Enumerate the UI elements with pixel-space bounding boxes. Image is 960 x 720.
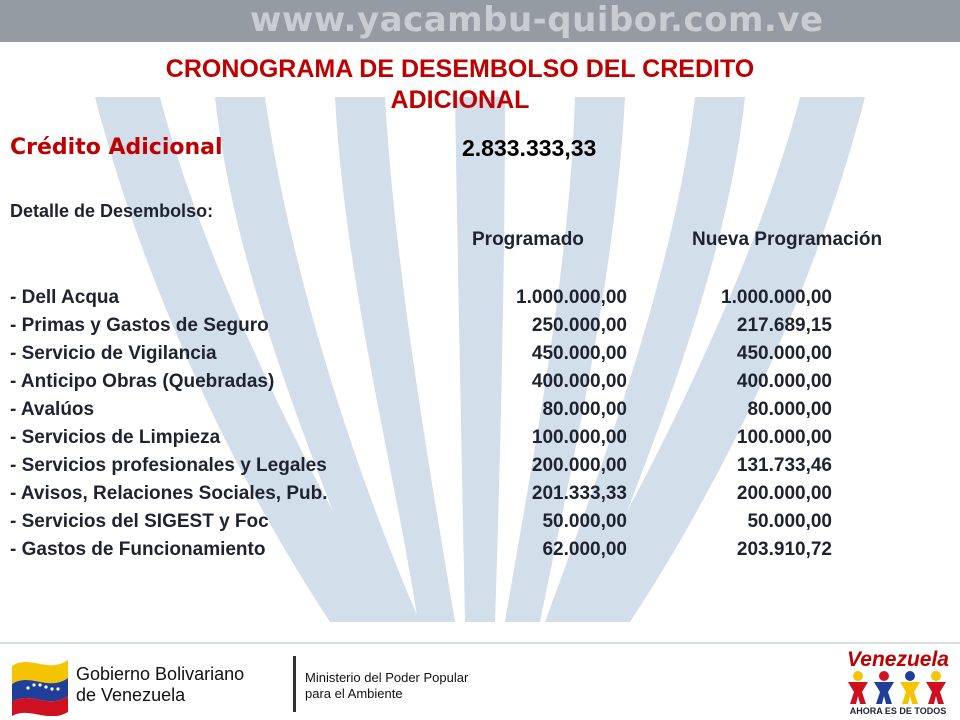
table-row (0, 398, 960, 426)
footer-divider (293, 656, 296, 712)
row-nueva-value: 450.000,00 (736, 343, 832, 364)
row-label: - Servicios de Limpieza (10, 427, 221, 448)
row-label: - Dell Acqua (10, 287, 120, 308)
row-programado-value: 100.000,00 (531, 427, 627, 448)
row-label: - Primas y Gastos de Seguro (10, 315, 269, 336)
row-nueva-value: 217.689,15 (736, 315, 832, 336)
column-header-nueva-programacion: Nueva Programación (692, 229, 883, 250)
row-label: - Anticipo Obras (Quebradas) (10, 371, 275, 392)
title-line-1: CRONOGRAMA DE DESEMBOLSO DEL CREDITO (165, 55, 755, 83)
credit-amount: 2.833.333,33 (462, 135, 597, 161)
people-figures-icon (846, 668, 950, 706)
site-url-watermark: www.yacambu-quibor.com.ve (250, 0, 824, 40)
row-programado-value: 201.333,33 (531, 483, 627, 504)
table-row (0, 286, 960, 314)
row-programado-value: 400.000,00 (531, 371, 627, 392)
row-nueva-value: 80.000,00 (747, 399, 832, 420)
title-line-2: ADICIONAL (390, 86, 530, 114)
row-nueva-value: 200.000,00 (736, 483, 832, 504)
gov-line-2: de Venezuela (76, 685, 186, 705)
table-row (0, 538, 960, 566)
ministry-line-1: Ministerio del Poder Popular (305, 670, 469, 685)
detail-label: Detalle de Desembolso: (10, 201, 214, 221)
row-nueva-value: 1.000.000,00 (721, 287, 832, 308)
row-programado-value: 62.000,00 (542, 539, 627, 560)
row-label: - Avalúos (10, 399, 95, 420)
table-row (0, 482, 960, 510)
table-row (0, 370, 960, 398)
row-programado-value: 50.000,00 (542, 511, 627, 532)
row-label: - Servicio de Vigilancia (10, 343, 217, 364)
venezuela-logo-word: Venezuela (847, 648, 949, 671)
row-nueva-value: 203.910,72 (736, 539, 832, 560)
venezuela-logo-tagline: AHORA ES DE TODOS (849, 706, 947, 716)
ministry-line-2: para el Ambiente (305, 686, 403, 701)
row-label: - Gastos de Funcionamiento (10, 539, 266, 560)
credit-label: Crédito Adicional (10, 135, 223, 160)
venezuela-ahora-logo (840, 646, 956, 720)
venezuela-flag-icon (8, 650, 72, 716)
row-programado-value: 1.000.000,00 (516, 287, 627, 308)
row-nueva-value: 50.000,00 (747, 511, 832, 532)
row-nueva-value: 100.000,00 (736, 427, 832, 448)
row-label: - Avisos, Relaciones Sociales, Pub. (10, 483, 328, 504)
row-programado-value: 200.000,00 (531, 455, 627, 476)
row-nueva-value: 131.733,46 (736, 455, 832, 476)
column-header-programado: Programado (472, 229, 584, 250)
row-programado-value: 80.000,00 (542, 399, 627, 420)
gov-line-1: Gobierno Bolivariano (76, 664, 245, 684)
table-row (0, 454, 960, 482)
row-programado-value: 450.000,00 (531, 343, 627, 364)
table-row (0, 510, 960, 538)
table-row (0, 426, 960, 454)
page-title (60, 54, 860, 116)
row-nueva-value: 400.000,00 (736, 371, 832, 392)
disbursement-table (0, 286, 960, 566)
table-row (0, 342, 960, 370)
row-label: - Servicios del SIGEST y Foc (10, 511, 269, 532)
footer (0, 642, 960, 720)
row-label: - Servicios profesionales y Legales (10, 455, 327, 476)
table-row (0, 314, 960, 342)
row-programado-value: 250.000,00 (531, 315, 627, 336)
